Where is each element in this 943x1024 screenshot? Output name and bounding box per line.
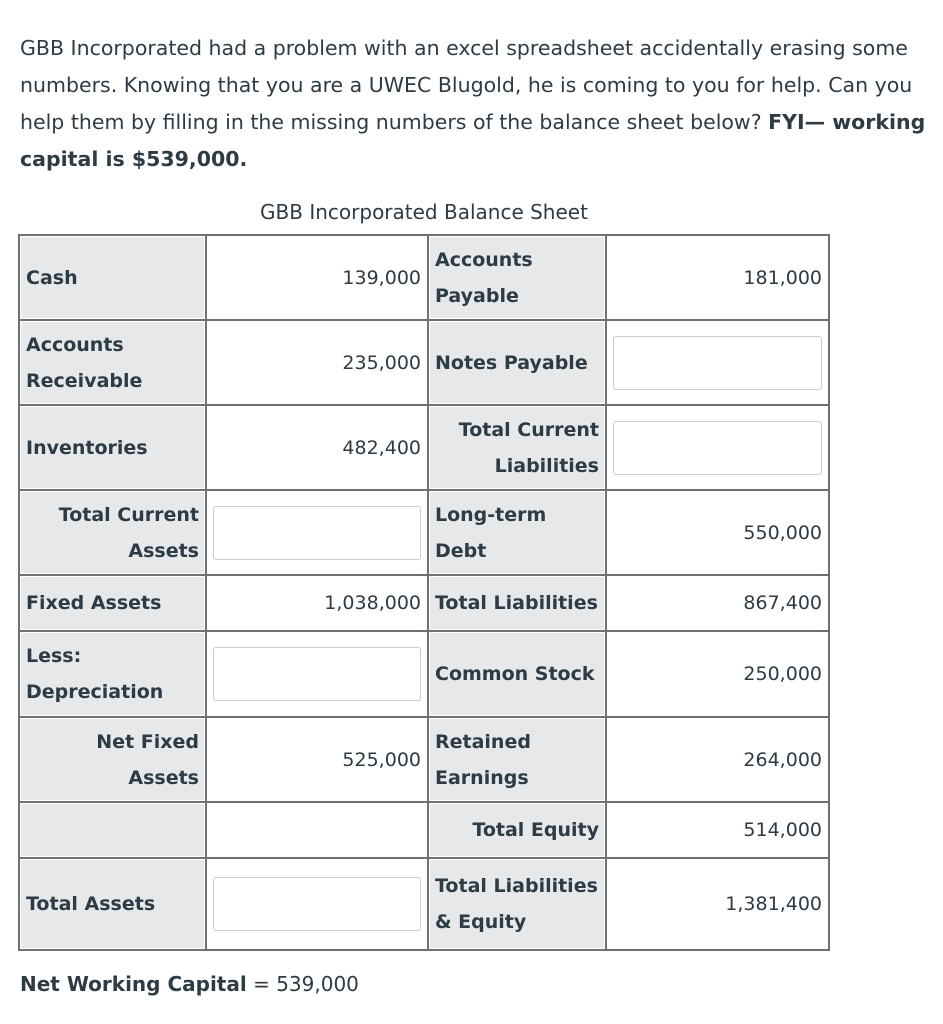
asset-label-net-fixed-assets: Net Fixed Assets [20,718,207,803]
nwc-value: 539,000 [276,972,359,996]
total-assets-input[interactable] [213,877,421,931]
asset-label-accounts-receivable: Accounts Receivable [20,321,207,406]
equity-label-retained-earnings: Retained Earnings [429,718,607,803]
asset-label-total-assets: Total Assets [20,859,207,951]
total-current-assets-input[interactable] [213,506,421,560]
nwc-label: Net Working Capital [20,972,247,996]
table-row [20,236,830,321]
asset-value-accounts-receivable: 235,000 [207,321,429,406]
total-current-liabilities-input[interactable] [613,421,822,475]
equity-value-total-equity: 514,000 [607,803,830,859]
table-row [20,491,830,576]
value-total-liabilities-equity: 1,381,400 [607,859,830,951]
asset-label-inventories: Inventories [20,406,207,491]
liability-label-accounts-payable: Accounts Payable [429,236,607,321]
nwc-equals: = [246,972,277,996]
liability-label-notes-payable: Notes Payable [429,321,607,406]
liability-value-total-liabilities: 867,400 [607,576,830,632]
problem-hint: FYI— working capital is $539,000. [20,110,926,171]
depreciation-cell [207,632,429,718]
asset-value-fixed-assets: 1,038,000 [207,576,429,632]
table-row [20,632,830,718]
equity-value-common-stock: 250,000 [607,632,830,718]
asset-value-cash: 139,000 [207,236,429,321]
problem-statement [20,30,930,178]
equity-label-total-equity: Total Equity [429,803,607,859]
table-caption: GBB Incorporated Balance Sheet [260,200,588,224]
asset-label-fixed-assets: Fixed Assets [20,576,207,632]
label-total-liabilities-equity: Total Liabilities & Equity [429,859,607,951]
table-row [20,321,830,406]
net-working-capital [20,972,359,996]
depreciation-input[interactable] [213,647,421,701]
table-row [20,576,830,632]
empty-label-cell [20,803,207,859]
equity-value-retained-earnings: 264,000 [607,718,830,803]
notes-payable-cell [607,321,830,406]
asset-label-cash: Cash [20,236,207,321]
table-row [20,406,830,491]
notes-payable-input[interactable] [613,336,822,390]
problem-text: GBB Incorporated had a problem with an excel spreadsheet accidentally erasing some numbers. Knowing that you are a UWEC Blugold, he is coming to you for help. Can you help them by filling in the missing numbers of the balance sheet below? [20,36,913,134]
liability-label-long-term-debt: Long-term Debt [429,491,607,576]
total-current-assets-cell [207,491,429,576]
liability-value-accounts-payable: 181,000 [607,236,830,321]
balance-sheet-table [18,234,830,951]
table-row [20,859,830,951]
asset-label-total-current-assets: Total Current Assets [20,491,207,576]
liability-label-total-current-liabilities: Total Current Liabilities [429,406,607,491]
liability-label-total-liabilities: Total Liabilities [429,576,607,632]
empty-value-cell [207,803,429,859]
asset-value-inventories: 482,400 [207,406,429,491]
equity-label-common-stock: Common Stock [429,632,607,718]
asset-label-depreciation: Less: Depreciation [20,632,207,718]
liability-value-long-term-debt: 550,000 [607,491,830,576]
asset-value-net-fixed-assets: 525,000 [207,718,429,803]
table-row [20,803,830,859]
total-current-liabilities-cell [607,406,830,491]
total-assets-cell [207,859,429,951]
table-row [20,718,830,803]
